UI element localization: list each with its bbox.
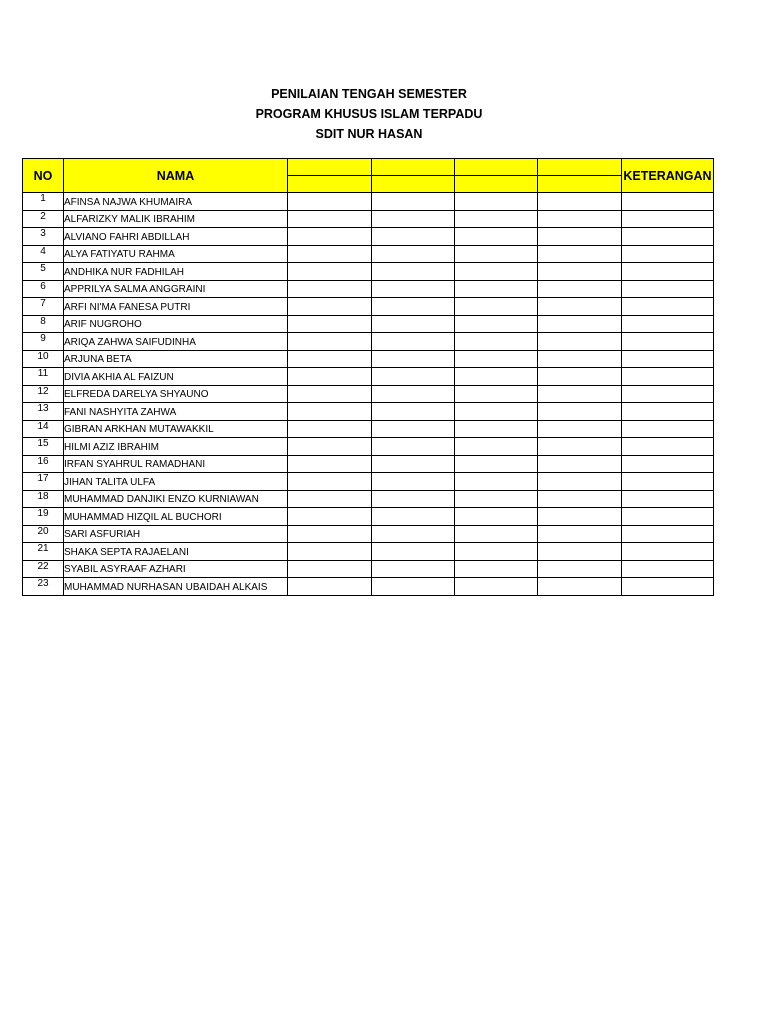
score-cell-2[interactable] — [372, 473, 455, 491]
score-cell-1[interactable] — [288, 385, 372, 403]
student-name: ELFREDA DARELYA SHYAUNO — [64, 385, 288, 403]
row-number: 20 — [23, 525, 64, 543]
header-blank-1 — [288, 159, 372, 176]
keterangan-cell[interactable] — [622, 385, 714, 403]
score-cell-1[interactable] — [288, 350, 372, 368]
score-cell-3[interactable] — [455, 455, 538, 473]
score-cell-3[interactable] — [455, 420, 538, 438]
row-number: 2 — [23, 210, 64, 228]
table-row — [23, 385, 714, 403]
student-name: DIVIA AKHIA AL FAIZUN — [64, 368, 288, 386]
table-row — [23, 490, 714, 508]
score-cell-4[interactable] — [538, 210, 622, 228]
table-row — [23, 525, 714, 543]
score-cell-3[interactable] — [455, 210, 538, 228]
header-blank-2 — [372, 159, 455, 176]
score-cell-2[interactable] — [372, 385, 455, 403]
score-cell-4[interactable] — [538, 438, 622, 456]
score-cell-4[interactable] — [538, 333, 622, 351]
table-row — [23, 455, 714, 473]
row-number: 1 — [23, 193, 64, 211]
student-name: ALYA FATIYATU RAHMA — [64, 245, 288, 263]
score-cell-3[interactable] — [455, 298, 538, 316]
table-row — [23, 228, 714, 246]
score-cell-1[interactable] — [288, 368, 372, 386]
score-cell-3[interactable] — [455, 263, 538, 281]
keterangan-cell[interactable] — [622, 368, 714, 386]
score-cell-4[interactable] — [538, 578, 622, 596]
keterangan-cell[interactable] — [622, 455, 714, 473]
keterangan-cell[interactable] — [622, 333, 714, 351]
keterangan-cell[interactable] — [622, 350, 714, 368]
score-cell-3[interactable] — [455, 280, 538, 298]
keterangan-cell[interactable] — [622, 210, 714, 228]
score-cell-4[interactable] — [538, 473, 622, 491]
table-row — [23, 543, 714, 561]
keterangan-cell[interactable] — [622, 438, 714, 456]
score-cell-3[interactable] — [455, 508, 538, 526]
score-cell-4[interactable] — [538, 560, 622, 578]
score-cell-3[interactable] — [455, 438, 538, 456]
score-cell-1[interactable] — [288, 578, 372, 596]
student-name: ARFI NI'MA FANESA PUTRI — [64, 298, 288, 316]
score-cell-4[interactable] — [538, 350, 622, 368]
score-cell-4[interactable] — [538, 263, 622, 281]
row-number: 16 — [23, 455, 64, 473]
row-number: 17 — [23, 473, 64, 491]
header-keterangan: KETERANGAN — [622, 159, 714, 193]
score-cell-1[interactable] — [288, 333, 372, 351]
student-name: JIHAN TALITA ULFA — [64, 473, 288, 491]
score-cell-3[interactable] — [455, 560, 538, 578]
score-cell-3[interactable] — [455, 473, 538, 491]
student-name: FANI NASHYITA ZAHWA — [64, 403, 288, 421]
student-name: ANDHIKA NUR FADHILAH — [64, 263, 288, 281]
score-cell-2[interactable] — [372, 210, 455, 228]
score-cell-3[interactable] — [455, 385, 538, 403]
student-name: APPRILYA SALMA ANGGRAINI — [64, 280, 288, 298]
score-cell-2[interactable] — [372, 490, 455, 508]
table-row — [23, 368, 714, 386]
score-cell-1[interactable] — [288, 543, 372, 561]
student-name: SARI ASFURIAH — [64, 525, 288, 543]
keterangan-cell[interactable] — [622, 193, 714, 211]
keterangan-cell[interactable] — [622, 263, 714, 281]
score-cell-2[interactable] — [372, 560, 455, 578]
score-cell-4[interactable] — [538, 420, 622, 438]
student-name: ALFARIZKY MALIK IBRAHIM — [64, 210, 288, 228]
score-cell-3[interactable] — [455, 228, 538, 246]
score-cell-1[interactable] — [288, 298, 372, 316]
student-name: IRFAN SYAHRUL RAMADHANI — [64, 455, 288, 473]
header-nama: NAMA — [64, 159, 288, 193]
score-cell-4[interactable] — [538, 490, 622, 508]
document-title — [0, 84, 738, 144]
score-cell-4[interactable] — [538, 228, 622, 246]
score-cell-3[interactable] — [455, 333, 538, 351]
score-cell-4[interactable] — [538, 385, 622, 403]
title-line-2: PROGRAM KHUSUS ISLAM TERPADU — [255, 107, 483, 121]
score-cell-4[interactable] — [538, 280, 622, 298]
student-name: SHAKA SEPTA RAJAELANI — [64, 543, 288, 561]
student-table — [22, 158, 714, 596]
table-row — [23, 298, 714, 316]
student-name: ARIF NUGROHO — [64, 315, 288, 333]
header-blank-4 — [538, 159, 622, 176]
row-number: 21 — [23, 543, 64, 561]
score-cell-1[interactable] — [288, 245, 372, 263]
score-cell-3[interactable] — [455, 490, 538, 508]
score-cell-2[interactable] — [372, 280, 455, 298]
table-body — [23, 193, 714, 596]
score-cell-2[interactable] — [372, 420, 455, 438]
score-cell-2[interactable] — [372, 245, 455, 263]
score-cell-3[interactable] — [455, 403, 538, 421]
table-row — [23, 315, 714, 333]
student-name: MUHAMMAD DANJIKI ENZO KURNIAWAN — [64, 490, 288, 508]
score-cell-1[interactable] — [288, 508, 372, 526]
row-number: 7 — [23, 298, 64, 316]
score-cell-2[interactable] — [372, 543, 455, 561]
keterangan-cell[interactable] — [622, 508, 714, 526]
score-cell-1[interactable] — [288, 263, 372, 281]
score-cell-3[interactable] — [455, 543, 538, 561]
student-name: ARIQA ZAHWA SAIFUDINHA — [64, 333, 288, 351]
keterangan-cell[interactable] — [622, 473, 714, 491]
score-cell-2[interactable] — [372, 578, 455, 596]
score-cell-1[interactable] — [288, 420, 372, 438]
score-cell-1[interactable] — [288, 525, 372, 543]
table-row — [23, 560, 714, 578]
row-number: 22 — [23, 560, 64, 578]
row-number: 14 — [23, 420, 64, 438]
row-number: 19 — [23, 508, 64, 526]
score-cell-2[interactable] — [372, 350, 455, 368]
header-no: NO — [23, 159, 64, 193]
student-name: ARJUNA BETA — [64, 350, 288, 368]
score-cell-4[interactable] — [538, 245, 622, 263]
row-number: 9 — [23, 333, 64, 351]
score-cell-1[interactable] — [288, 455, 372, 473]
score-cell-1[interactable] — [288, 490, 372, 508]
student-name: GIBRAN ARKHAN MUTAWAKKIL — [64, 420, 288, 438]
score-cell-3[interactable] — [455, 350, 538, 368]
row-number: 5 — [23, 263, 64, 281]
header-sub-blank-4 — [538, 176, 622, 193]
score-cell-4[interactable] — [538, 543, 622, 561]
student-name: MUHAMMAD NURHASAN UBAIDAH ALKAIS — [64, 578, 288, 596]
score-cell-4[interactable] — [538, 193, 622, 211]
score-cell-2[interactable] — [372, 455, 455, 473]
table-row — [23, 508, 714, 526]
header-blank-3 — [455, 159, 538, 176]
score-cell-1[interactable] — [288, 280, 372, 298]
table-row — [23, 210, 714, 228]
score-cell-1[interactable] — [288, 473, 372, 491]
table-row — [23, 263, 714, 281]
score-cell-3[interactable] — [455, 315, 538, 333]
keterangan-cell[interactable] — [622, 298, 714, 316]
score-cell-3[interactable] — [455, 525, 538, 543]
keterangan-cell[interactable] — [622, 315, 714, 333]
score-cell-2[interactable] — [372, 403, 455, 421]
table-row — [23, 403, 714, 421]
score-cell-2[interactable] — [372, 315, 455, 333]
header-sub-blank-1 — [288, 176, 372, 193]
score-cell-4[interactable] — [538, 315, 622, 333]
table-row — [23, 280, 714, 298]
table-row — [23, 420, 714, 438]
score-cell-1[interactable] — [288, 403, 372, 421]
score-cell-1[interactable] — [288, 193, 372, 211]
score-cell-2[interactable] — [372, 333, 455, 351]
score-cell-2[interactable] — [372, 368, 455, 386]
table-row — [23, 333, 714, 351]
score-cell-1[interactable] — [288, 560, 372, 578]
score-cell-4[interactable] — [538, 298, 622, 316]
row-number: 4 — [23, 245, 64, 263]
score-cell-2[interactable] — [372, 228, 455, 246]
title-line-1: PENILAIAN TENGAH SEMESTER — [271, 87, 467, 101]
score-cell-4[interactable] — [538, 455, 622, 473]
row-number: 23 — [23, 578, 64, 596]
score-cell-2[interactable] — [372, 298, 455, 316]
score-cell-1[interactable] — [288, 228, 372, 246]
score-cell-1[interactable] — [288, 315, 372, 333]
row-number: 6 — [23, 280, 64, 298]
student-name: HILMI AZIZ IBRAHIM — [64, 438, 288, 456]
student-name: MUHAMMAD HIZQIL AL BUCHORI — [64, 508, 288, 526]
student-name: ALVIANO FAHRI ABDILLAH — [64, 228, 288, 246]
row-number: 18 — [23, 490, 64, 508]
row-number: 11 — [23, 368, 64, 386]
score-cell-2[interactable] — [372, 193, 455, 211]
score-cell-2[interactable] — [372, 438, 455, 456]
row-number: 10 — [23, 350, 64, 368]
score-cell-2[interactable] — [372, 263, 455, 281]
keterangan-cell[interactable] — [622, 403, 714, 421]
score-cell-4[interactable] — [538, 525, 622, 543]
row-number: 15 — [23, 438, 64, 456]
table-row — [23, 438, 714, 456]
score-cell-3[interactable] — [455, 578, 538, 596]
score-cell-4[interactable] — [538, 403, 622, 421]
score-cell-3[interactable] — [455, 245, 538, 263]
student-name: SYABIL ASYRAAF AZHARI — [64, 560, 288, 578]
keterangan-cell[interactable] — [622, 560, 714, 578]
keterangan-cell[interactable] — [622, 280, 714, 298]
score-cell-3[interactable] — [455, 193, 538, 211]
score-cell-3[interactable] — [455, 368, 538, 386]
table-row — [23, 473, 714, 491]
keterangan-cell[interactable] — [622, 420, 714, 438]
score-cell-1[interactable] — [288, 438, 372, 456]
header-sub-blank-3 — [455, 176, 538, 193]
row-number: 12 — [23, 385, 64, 403]
keterangan-cell[interactable] — [622, 490, 714, 508]
score-cell-4[interactable] — [538, 368, 622, 386]
table-row — [23, 578, 714, 596]
score-cell-1[interactable] — [288, 210, 372, 228]
table-row — [23, 245, 714, 263]
keterangan-cell[interactable] — [622, 228, 714, 246]
keterangan-cell[interactable] — [622, 525, 714, 543]
score-cell-2[interactable] — [372, 508, 455, 526]
score-cell-4[interactable] — [538, 508, 622, 526]
row-number: 3 — [23, 228, 64, 246]
keterangan-cell[interactable] — [622, 578, 714, 596]
table-row — [23, 350, 714, 368]
keterangan-cell[interactable] — [622, 543, 714, 561]
header-sub-blank-2 — [372, 176, 455, 193]
score-cell-2[interactable] — [372, 525, 455, 543]
table-row — [23, 193, 714, 211]
row-number: 13 — [23, 403, 64, 421]
student-name: AFINSA NAJWA KHUMAIRA — [64, 193, 288, 211]
row-number: 8 — [23, 315, 64, 333]
title-line-3: SDIT NUR HASAN — [315, 127, 423, 141]
keterangan-cell[interactable] — [622, 245, 714, 263]
